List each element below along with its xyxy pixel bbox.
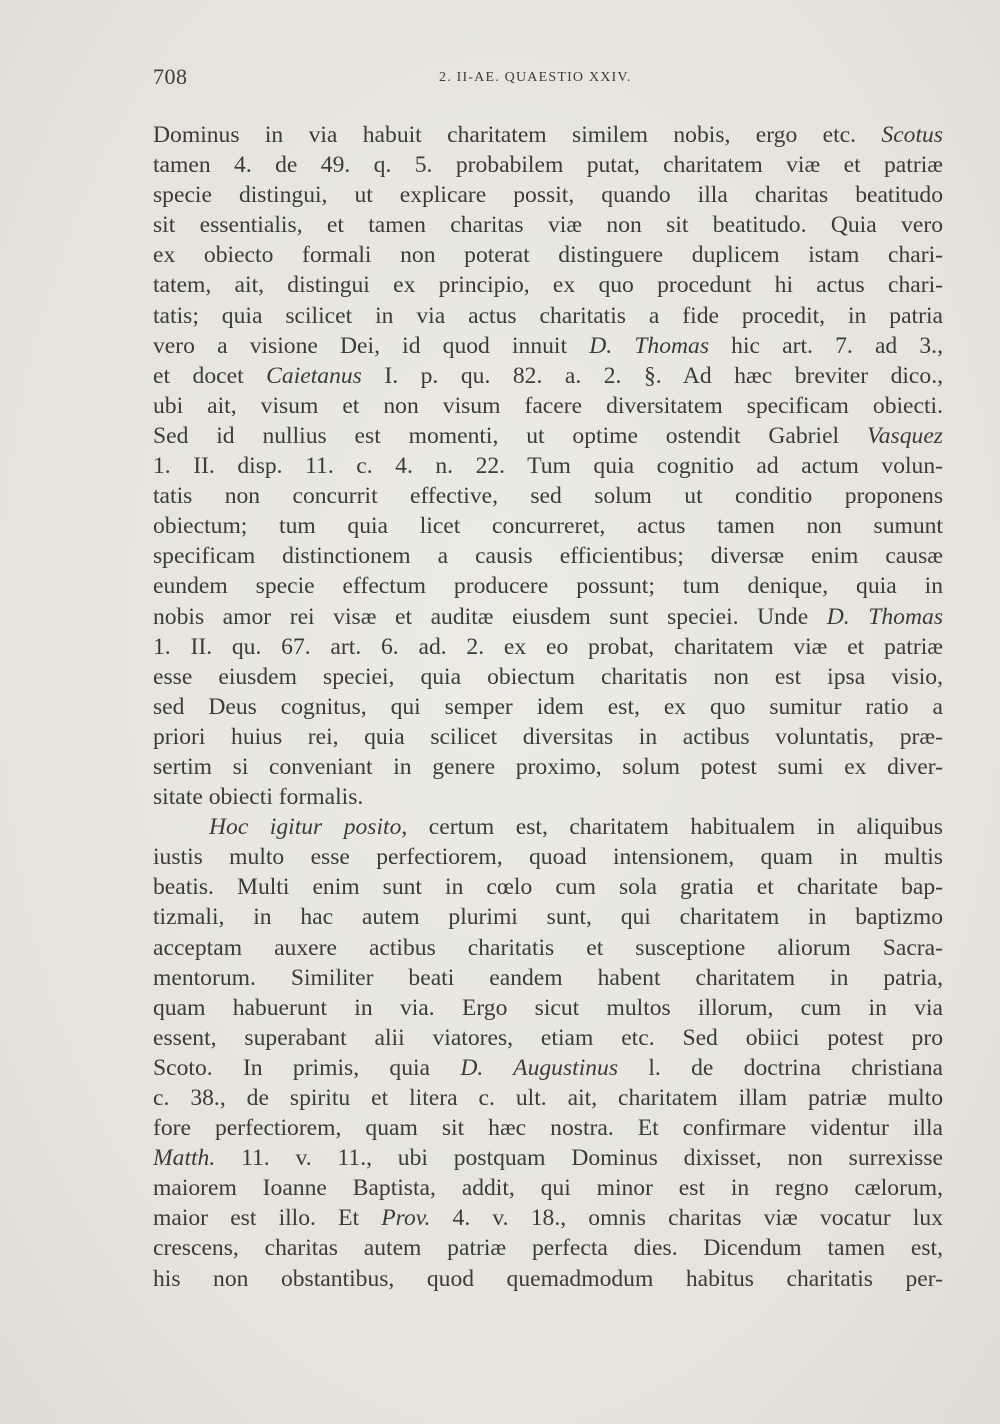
text-segment: priori huius rei, quia scilicet diversitas in actibus voluntatis, præ- [153,723,943,750]
italic-segment: Prov. [381,1205,431,1232]
text-segment: esse eiusdem speciei, quia obiectum charitatis non est ipsa visio, [153,663,943,690]
text-line [153,541,943,571]
text-line [153,1203,943,1233]
text-segment: c. 38., de spiritu et litera c. ult. ait, charitatem illam patriæ multo [153,1085,943,1111]
text-segment: l. de doctrina christiana [618,1054,943,1081]
text-segment: 1. II. qu. 67. art. 6. ad. 2. ex eo probat, charitatem viæ et patriæ [153,633,943,660]
text-segment: 4. v. 18., omnis charitas viæ vocatur lux [430,1205,943,1232]
text-segment: nobis amor rei visæ et auditæ eiusdem sunt speciei. Unde [153,603,827,630]
italic-segment: Vasquez [866,422,943,449]
text-line [153,1053,943,1083]
text-segment: I. p. qu. 82. a. 2. §. Ad hæc breviter dico., [361,362,943,389]
text-segment: acceptam auxere actibus charitatis et susceptione aliorum Sacra- [153,934,943,961]
text-segment: , certum est, charitatem habitualem in aliquibus [401,814,943,841]
text-line [153,301,943,331]
page-number: 708 [153,64,188,89]
text-line [153,571,943,601]
text-segment: sertim si conveniant in genere proximo, solum potest sumi ex diver- [153,753,943,780]
italic-segment: D. Thomas [589,332,710,359]
text-line [153,632,943,662]
text-line [153,752,943,782]
text-segment: tatis non concurrit effective, sed solum ut conditio proponens [153,483,943,510]
text-line [153,1173,943,1203]
text-segment: iustis multo esse perfectiorem, quoad intensionem, quam in multis [153,844,943,871]
body-text [153,120,943,1294]
text-segment: sit essentialis, et tamen charitas viæ non sit beatitudo. Quia vero [153,212,943,239]
text-line [153,692,943,722]
text-segment: 1. II. disp. 11. c. 4. n. 22. Tum quia cognitio ad actum volun- [153,453,943,480]
text-segment: maior est illo. Et [153,1205,382,1232]
text-segment: tatem, ait, distingui ex principio, ex quo procedunt hi actus chari- [153,272,943,299]
text-segment: 11. v. 11., ubi postquam Dominus dixisset, non surrexisse [215,1145,943,1172]
text-line [153,1113,943,1143]
text-segment: Sed id nullius est momenti, ut optime ostendit Gabriel [153,422,867,449]
text-segment: sitate obiecti formalis. [153,784,364,811]
text-segment: essent, superabant alii viatores, etiam etc. Sed obiici potest pro [153,1024,943,1051]
text-line [153,240,943,270]
text-segment: ex obiecto formali non poterat distinguere duplicem istam chari- [153,242,943,269]
text-line [153,872,943,902]
text-segment: tamen 4. de 49. q. 5. probabilem putat, charitatem viæ et patriæ [153,152,943,179]
text-segment: maiorem Ioanne Baptista, addit, qui minor est in regno cælorum, [153,1175,943,1202]
text-segment: beatis. Multi enim sunt in cœlo cum sola gratia et charitate bap- [153,874,943,901]
text-line [153,782,943,812]
text-line [153,722,943,752]
text-segment: mentorum. Similiter beati eandem habent charitatem in patria, [153,964,943,991]
text-segment: vero a visione Dei, id quod innuit [153,332,590,359]
text-line [153,1264,943,1294]
running-head: 2. II-AE. QUAESTIO XXIV. [439,70,632,85]
text-segment: tizmali, in hac autem plurimi sunt, qui charitatem in baptizmo [153,904,943,931]
text-line [153,993,943,1023]
text-segment: ubi ait, visum et non visum facere diversitatem specificam obiecti. [153,392,943,419]
text-segment: his non obstantibus, quod quemadmodum habitus charitatis per- [153,1265,943,1292]
text-segment: eundem specie effectum producere possunt; tum denique, quia in [153,573,943,600]
text-line [153,1143,943,1173]
text-segment: specificam distinctionem a causis efficientibus; diversæ enim causæ [153,543,943,570]
text-segment: tatis; quia scilicet in via actus charitatis a fide procedit, in patria [153,302,943,329]
italic-segment: D. Thomas [826,603,943,630]
text-line [153,210,943,240]
text-line [153,481,943,511]
text-line [153,602,943,632]
text-line [153,180,943,210]
text-segment: sed Deus cognitus, qui semper idem est, ex quo sumitur ratio a [153,693,943,720]
text-line [153,902,943,932]
text-line [153,1233,943,1263]
text-line [153,812,943,842]
italic-segment: Caietanus [266,362,362,389]
text-line [153,331,943,361]
text-line [153,1083,943,1113]
text-line [153,933,943,963]
text-line [153,451,943,481]
text-line [153,361,943,391]
italic-segment: Scotus [881,122,943,148]
italic-segment: D. Augustinus [460,1054,619,1081]
italic-segment: Hoc igitur posito [209,814,402,841]
text-line [153,662,943,692]
text-line [153,421,943,451]
text-segment: obiectum; tum quia licet concurreret, actus tamen non sumunt [153,513,943,540]
page-header [153,64,943,94]
text-line [153,842,943,872]
text-line [153,1023,943,1053]
text-segment: crescens, charitas autem patriæ perfecta dies. Dicendum tamen est, [153,1235,943,1262]
text-line [153,511,943,541]
text-line [153,963,943,993]
text-line [153,120,943,150]
text-segment: specie distingui, ut explicare possit, quando illa charitas beatitudo [153,182,943,209]
text-segment: et docet [153,362,267,389]
text-segment: fore perfectiorem, quam sit hæc nostra. Et confirmare videntur illa [153,1115,943,1142]
text-segment: hic art. 7. ad 3., [709,332,943,359]
text-line [153,150,943,180]
text-segment: Scoto. In primis, quia [153,1054,461,1081]
text-segment: Dominus in via habuit charitatem similem nobis, ergo etc. [153,122,882,148]
text-segment: quam habuerunt in via. Ergo sicut multos illorum, cum in via [153,994,943,1021]
italic-segment: Matth. [153,1145,216,1172]
text-line [153,391,943,421]
text-line [153,270,943,300]
